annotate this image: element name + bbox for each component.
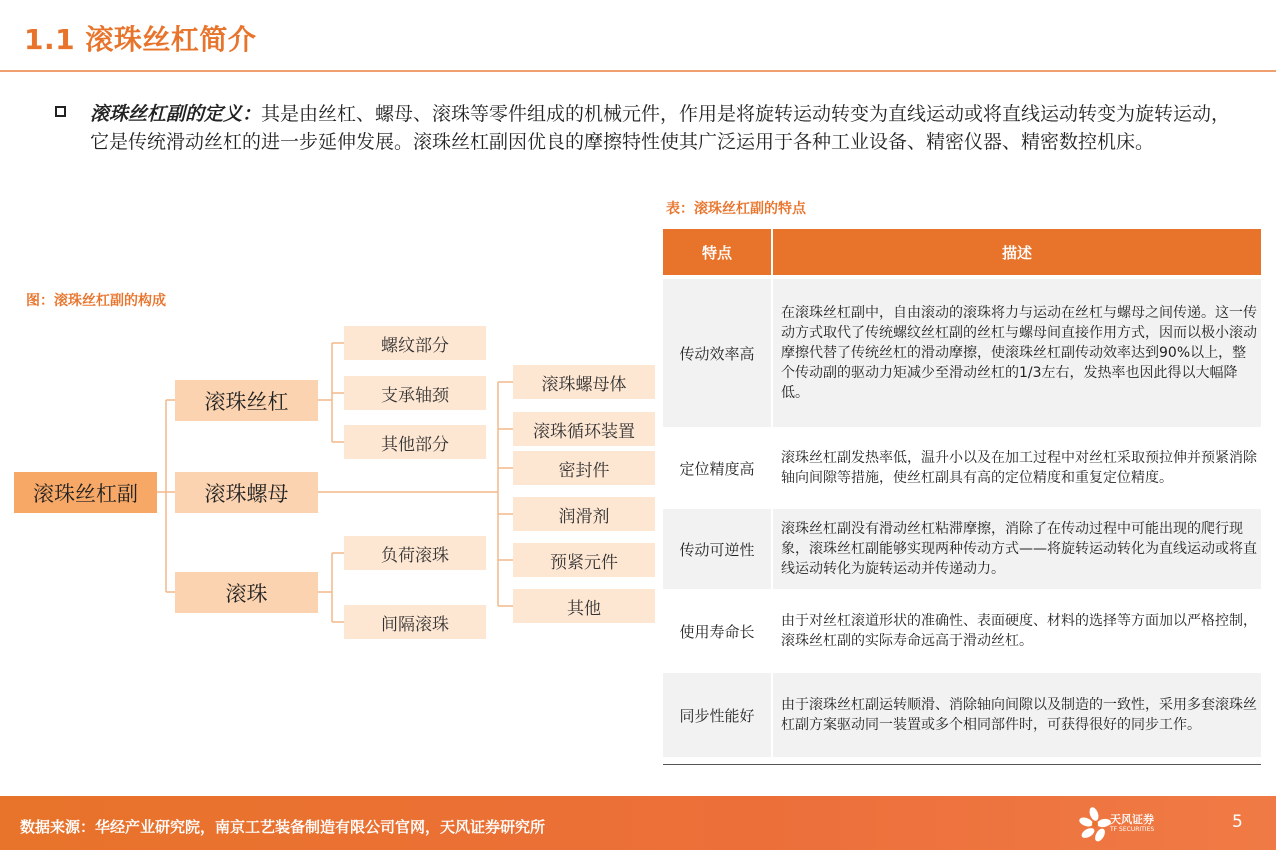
ball-connector [318, 553, 344, 622]
root-node: 滚珠丝杠副 [14, 472, 157, 513]
description-cell: 滚珠丝杠副发热率低，温升小以及在加工过程中对丝杠采取预拉伸并预紧消除轴向间隙等措施，使丝杠副具有高的定位精度和重复定位精度。 [772, 429, 1261, 507]
page-number: 5 [1232, 812, 1243, 832]
description-cell: 滚珠丝杠副没有滑动丝杠粘滞摩擦，消除了在传动过程中可能出现的爬行现象，滚珠丝杠副能够实现两种传动方式——将旋转运动转化为直线运动或将直线运动转化为旋转运动并传递动力。 [772, 507, 1261, 591]
table-header-row [663, 229, 1261, 277]
description-cell: 由于对丝杠滚道形状的准确性、表面硬度、材料的选择等方面加以严格控制，滚珠丝杠副的实际寿命远高于滑动丝杠。 [772, 591, 1261, 671]
screw-connector [318, 343, 344, 442]
ball-node: 滚珠 [175, 572, 318, 613]
table-row [663, 671, 1261, 757]
nut-connector [318, 382, 513, 606]
feature-cell: 传动效率高 [663, 277, 772, 429]
screw-child-thread: 螺纹部分 [344, 326, 486, 360]
logo-subtitle: TF SECURITIES [1110, 826, 1155, 833]
features-table [663, 229, 1261, 757]
nut-child-body: 滚珠螺母体 [513, 365, 655, 399]
description-cell: 在滚珠丝杠副中，自由滚动的滚珠将力与运动在丝杠与螺母之间传递。这一传动方式取代了传统螺纹丝杠副的丝杠与螺母间直接作用方式，因而以极小滚动摩擦代替了传统丝杠的滑动摩擦，使滚珠丝杠副传动效率达到90%以上，整个传动副的驱动力矩减少至滑动丝杠的1/3左右，发热率也因此得以大幅降低。 [772, 277, 1261, 429]
data-source: 数据来源：华经产业研究院，南京工艺装备制造有限公司官网，天风证券研究所 [20, 818, 546, 836]
header-description: 描述 [772, 229, 1261, 277]
ball-child-load: 负荷滚珠 [344, 536, 486, 570]
screw-child-other: 其他部分 [344, 425, 486, 459]
table-bottom-rule [663, 764, 1261, 765]
footer-bar [0, 796, 1276, 850]
header-feature: 特点 [663, 229, 772, 277]
nut-child-preload: 预紧元件 [513, 543, 655, 577]
intro-lead: 滚珠丝杠副的定义： [90, 103, 262, 125]
feature-cell: 传动可逆性 [663, 507, 772, 591]
figure-caption: 图：滚珠丝杠副的构成 [26, 293, 166, 309]
logo-wordmark: 天风证券 [1110, 813, 1154, 826]
nut-child-circulation: 滚珠循环装置 [513, 412, 655, 446]
ball-child-spacer: 间隔滚珠 [344, 605, 486, 639]
feature-cell: 同步性能好 [663, 671, 772, 757]
nut-child-other: 其他 [513, 589, 655, 623]
nut-child-seal: 密封件 [513, 451, 655, 485]
root-connector [157, 400, 175, 592]
screw-node: 滚珠丝杠 [175, 380, 318, 421]
table-row [663, 507, 1261, 591]
table-caption: 表：滚珠丝杠副的特点 [666, 201, 806, 217]
table-row [663, 277, 1261, 429]
page-title: 1.1 滚珠丝杠简介 [24, 23, 257, 56]
table-row [663, 591, 1261, 671]
feature-cell: 使用寿命长 [663, 591, 772, 671]
description-cell: 由于滚珠丝杠副运转顺滑、消除轴向间隙以及制造的一致性，采用多套滚珠丝杠副方案驱动同一装置或多个相同部件时，可获得很好的同步工作。 [772, 671, 1261, 757]
table-row [663, 429, 1261, 507]
intro-body: 其是由丝杠、螺母、滚珠等零件组成的机械元件，作用是将旋转运动转变为直线运动或将直线运动转变为旋转运动，它是传统滑动丝杠的进一步延伸发展。滚珠丝杠副因优良的摩擦特性使其广泛运用于各种工业设备、精密仪器、精密数控机床。 [90, 103, 1231, 153]
screw-child-journal: 支承轴颈 [344, 376, 486, 410]
feature-cell: 定位精度高 [663, 429, 772, 507]
nut-node: 滚珠螺母 [175, 472, 318, 513]
nut-child-lubricant: 润滑剂 [513, 497, 655, 531]
